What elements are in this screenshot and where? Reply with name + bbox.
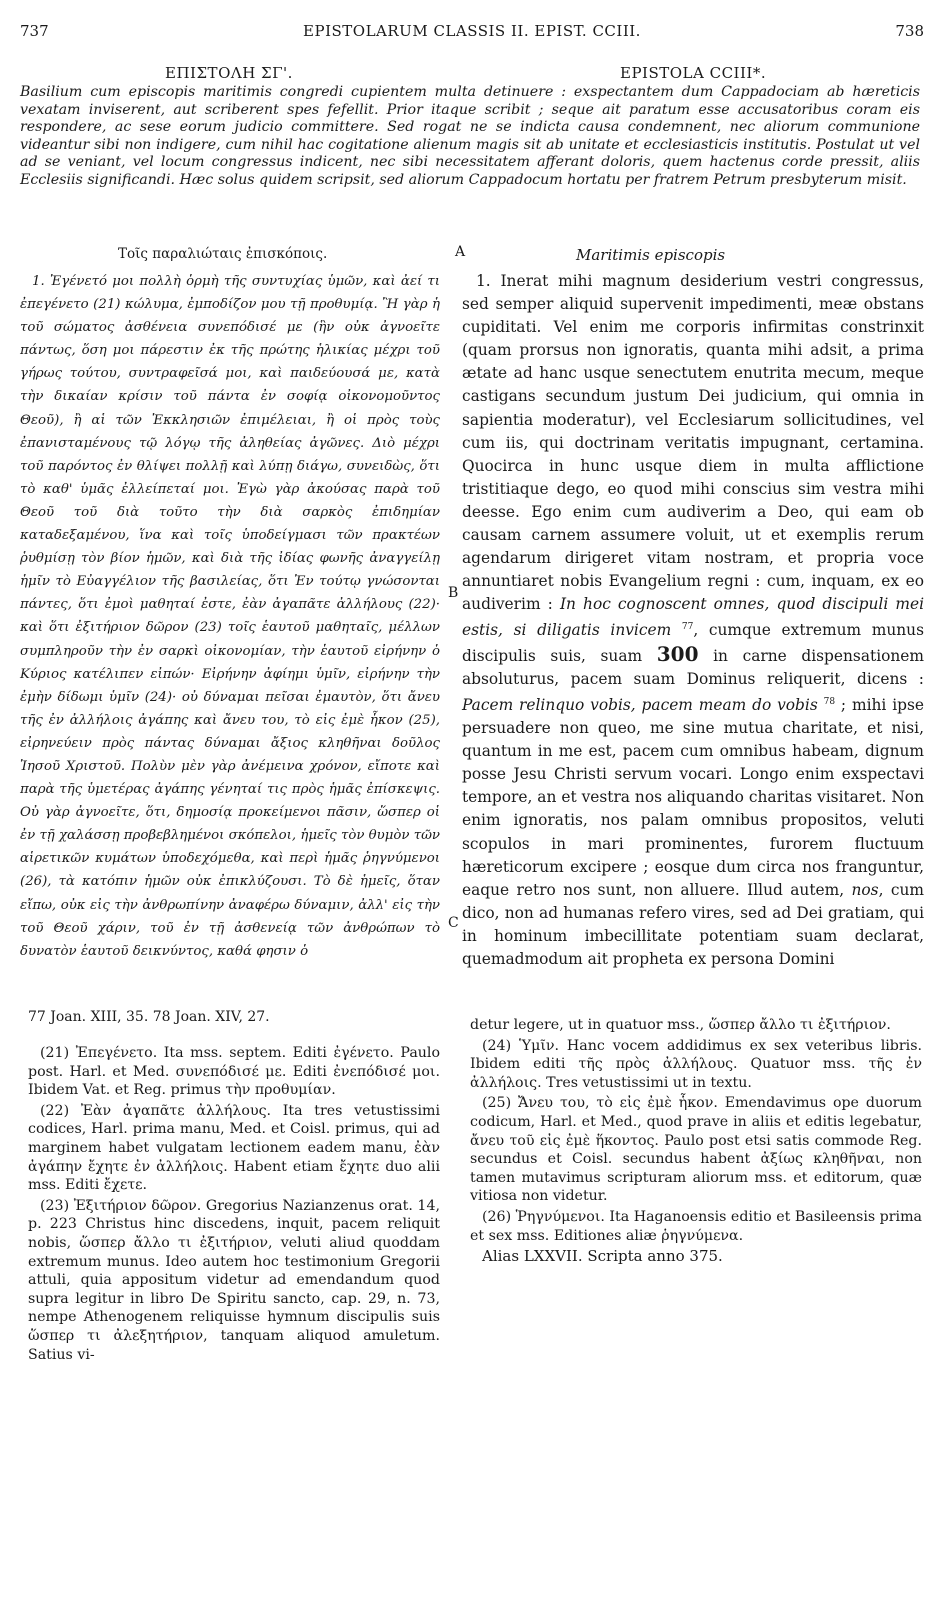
critical-note: (21) Ἐπεγένετο. Ita mss. septem. Editi ἐγένετο. Paulo post. Harl. et Med. συνεπόδισέ με. Editi ἐνεπόδισέ μοι. Ibidem Vat. et Reg. primus τὴν προθυμίαν. (28, 1045, 440, 1099)
section-marker-c: C (448, 915, 459, 931)
footnote-ref: 78 (823, 696, 836, 707)
critical-note: (25) Ἄνευ του, τὸ εἰς ἐμὲ ἧκον. Emendavimus ope duorum codicum, Harl. et Med., quod prave in aliis et editis legebatur, ἄνευ τοῦ εἰς ἐμὲ ἥκοντος. Paulo post etsi satis commode Reg. secundus et Coisl. secundus habent ἀξίως κληθῆναι, non tamen mutavimus scripturam aliorum mss. et editorum, quæ vitiosa non videtur. (470, 1095, 922, 1205)
argument-summary: Basilium cum episcopis maritimis congredi cupientem multa detinuere : exspectantem dum Cappadociam ab hæreticis vexatam inviserent, aut scriberent spes fefellit. Prior itaque scribit ; seque ait paratum esse accusatoribus coram eis respondere, ac sese eorum judicio committere. Sed rogat ne se indicta causa condemnent, nec aliorum communione videantur sibi non indigere, cum nihil hac cogitatione alienum magis sit ab unitate et ecclesiasticis institutis. Postulat ut vel ad se veniant, vel locum congressus indicent, nec sibi necessitatem afferant doloris, quem hactenus corde pressit, aliis Ecclesiis significandi. Hæc solus quidem scripsit, sed aliorum Cappadocum hortatu per fratrem Petrum presbyterum misit. (20, 84, 920, 188)
alias-date-note: Alias LXXVII. Scripta anno 375. (482, 1247, 723, 1266)
page-number-left: 737 (20, 22, 49, 40)
greek-address: Τοῖς παραλιώταις ἐπισκόποις. (118, 246, 328, 262)
greek-paragraph: 1. Ἐγένετό μοι πολλὴ ὁρμὴ τῆς συντυχίας ὑμῶν, καὶ ἀεί τι ἐπεγένετο (21) κώλυμα, ἐμποδίζον μου τῇ προθυμίᾳ. Ἢ γὰρ ἡ τοῦ σώματος ἀσθένεια συνεπόδισέ με (ἣν οὐκ ἀγνοεῖτε πάντως, ὅση μοι πάρεστιν ἐκ τῆς πρώτης ἡλικίας μέχρι τοῦ γήρως τούτου, συντραφεῖσά μοι, καὶ παιδεύουσά με, κατὰ τὴν δικαίαν κρίσιν τοῦ πάντα ἐν σοφίᾳ οἰκονομοῦντος Θεοῦ), ἢ αἱ τῶν Ἐκκλησιῶν ἐπιμέλειαι, ἢ οἱ πρὸς τοὺς ἐπανισταμένους τῷ λόγῳ τῆς ἀληθείας ἀγῶνες. Διὸ μέχρι τοῦ παρόντος ἐν θλίψει πολλῇ καὶ λύπῃ διάγω, συνειδὼς, ὅτι τὸ καθ' ὑμᾶς ἐλλείπεταί μοι. Ἐγὼ γὰρ ἀκούσας παρὰ τοῦ Θεοῦ τοῦ διὰ τοῦτο τὴν διὰ σαρκὸς ἐπιδημίαν καταδεξαμένου, ἵνα καὶ τοῖς ὑποδείγμασι τῶν πρακτέων ῥυθμίσῃ τὸν βίον ἡμῶν, καὶ διὰ τῆς ἰδίας φωνῆς ἀναγγείλῃ ἡμῖν τὸ Εὐαγγέλιον τῆς βασιλείας, ὅτι Ἐν τούτῳ γνώσονται πάντες, ὅτι ἐμοὶ μαθηταί ἐστε, ἐὰν ἀγαπᾶτε ἀλλήλους (22)· καὶ ὅτι ἐξιτήριον δῶρον (23) τοῖς ἑαυτοῦ μαθηταῖς, μέλλων συμπληροῦν τὴν ἐν σαρκὶ οἰκονομίαν, τὴν ἑαυτοῦ εἰρήνην ὁ Κύριος κατέλιπεν εἰπών· Εἰρήνην ἀφίημι ὑμῖν, εἰρήνην τὴν ἐμὴν δίδωμι ὑμῖν (24)· οὐ δύναμαι πεῖσαι ἐμαυτὸν, ὅτι ἄνευ τῆς ἐν ἀλλήλοις ἀγάπης καὶ ἄνευ του, τὸ εἰς ἐμὲ ἧκον (25), εἰρηνεύειν πρὸς πάντας δύναμαι ἄξιος κληθῆναι δοῦλος Ἰησοῦ Χριστοῦ. Πολὺν μὲν γὰρ ἀνέμεινα χρόνον, εἴποτε καὶ παρὰ τῆς ὑμετέρας ἀγάπης γένηταί τις πρὸς ἡμᾶς ἐπίσκεψις. Οὐ γὰρ ἀγνοεῖτε, ὅτι, δημοσίᾳ προκείμενοι πᾶσιν, ὥσπερ οἱ ἐν τῇ χαλάσσῃ προβεβλημένοι σκόπελοι, ἡμεῖς τὸν θυμὸν τῶν αἱρετικῶν κυμάτων ὑποδεχόμεθα, καὶ περὶ ἡμᾶς ῥηγνύμενοι (26), τὰ κατόπιν ἡμῶν οὐκ ἐπικλύζουσι. Τὸ δὲ ἡμεῖς, ὅταν εἴπω, οὐκ εἰς τὴν ἀνθρωπίνην ἀναφέρω δύναμιν, ἀλλ' εἰς τὴν τοῦ Θεοῦ χάριν, τοῦ ἐν τῇ ἀσθενείᾳ τῶν ἀνθρώπων τὸ δυνατὸν ἑαυτοῦ δεικνύντος, καθά φησιν ὁ (20, 274, 440, 959)
latin-address: Maritimis episcopis (576, 246, 726, 264)
notes-right-column (470, 1016, 922, 1268)
scripture-quote: In hoc cognoscent omnes, quod discipuli mei estis, si diligatis invicem (462, 595, 924, 640)
footnote-ref: 77 (681, 622, 694, 633)
notes-left-column (28, 1044, 440, 1366)
critical-note: (22) Ἐὰν ἀγαπᾶτε ἀλλήλους. Ita tres vetustissimi codices, Harl. prima manu, Med. et Coisl. primus, qui ad marginem habet vulgatam lectionem eadem manu, ἐὰν ἀγάπην ἔχητε ἐν ἀλλήλοις. Habent etiam ἔχητε duo alii mss. Editi ἔχετε. (28, 1102, 440, 1194)
critical-note: (24) Ὑμῖν. Hanc vocem addidimus ex sex veteribus libris. Ibidem editi τῆς πρὸς ἀλλήλους. Quatuor mss. τῆς ἐν ἀλλήλοις. Tres vetustissimi ut in textu. (470, 1037, 922, 1091)
page-number-right: 738 (895, 22, 924, 40)
greek-text-column (20, 270, 440, 963)
scripture-references: 77 Joan. XIII, 35. 78 Joan. XIV, 27. (28, 1009, 270, 1025)
latin-text-column (462, 270, 924, 971)
latin-paragraph: 1. Inerat mihi magnum desiderium vestri congressus, sed semper aliquid supervenit impedimenti, meæ obstans cupiditati. Vel enim me corporis infirmitas constrinxit (quam prorsus non ignoratis, quanta mihi adsit, a prima ætate ad hanc usque senectutem enutrita mecum, meque castigans secundum justum Dei judicium, qui omnia in sapientia moderatur), vel Ecclesiarum sollicitudines, vel cum iis, qui doctrinam veritatis impugnant, certamina. Quocirca in hunc usque diem in multa afflictione tristitiaque dego, eo quod mihi conscius sim vestra mihi deesse. Ego enim cum audiverim a Deo, qui eam ob causam carnem assumere voluit, ut et exemplis rerum agendarum dirigeret vitam nostram, et propria voce annuntiaret nobis Evangelium regni : cum, inquam, ex eo audiverim : In hoc cognoscent omnes, quod discipuli mei estis, si diligatis invicem $^{77}$, cumque extremum munus discipulis suis, suam 300 in carne dispensationem absoluturus, pacem suam Dominus reliquerit, dicens : Pacem relinquo vobis, pacem meam do vobis $^{78}$ ; mihi ipse persuadere non queo, me sine mutua charitate, et nisi, quantum in me est, pacem cum omnibus habeam, dignum posse Jesu Christi servum vocari. Longo enim exspectavi tempore, an et vestra nos aliquando charitas visitaret. Non enim ignoratis, nos palam omnibus propositos, veluti scopulos in mari prominentes, furorem fluctuum hæreticorum excipere ; eosque dum circa nos franguntur, eaque retro nos sunt, non alluere. Illud autem, nos, cum dico, non ad humanas refero vires, sed ad Dei gratiam, qui in hominum imbecillitate potentiam suam declarat, quemadmodum ait propheta ex persona Domini (462, 272, 924, 968)
running-title: EPISTOLARUM CLASSIS II. EPIST. CCIII. (303, 22, 641, 40)
latin-epistle-title: EPISTOLA CCIII*. (620, 64, 767, 82)
critical-note-continued: detur legere, ut in quatuor mss., ὥσπερ ἄλλο τι ἐξιτήριον. (470, 1017, 891, 1033)
scripture-quote: Pacem relinquo vobis, pacem meam do vobis (462, 695, 818, 714)
greek-epistle-title: ΕΠΙΣΤΟΛΗ ΣΓ'. (165, 64, 293, 82)
critical-note: (26) Ῥηγνύμενοι. Ita Haganoensis editio et Basileensis prima et sex mss. Editiones aliæ ῥηγνύμενα. (470, 1208, 922, 1244)
section-marker-a: A (455, 244, 466, 260)
column-number: 300 (656, 641, 699, 666)
running-header (20, 22, 924, 48)
section-marker-b: B (448, 585, 459, 601)
critical-note: (23) Ἐξιτήριον δῶρον. Gregorius Nazianzenus orat. 14, p. 223 Christus hinc discedens, inquit, pacem reliquit nobis, ὥσπερ ἄλλο τι ἐξιτήριον, veluti aliud quoddam extremum munus. Ideo autem hoc testimonium Gregorii attuli, quia appositum videtur ad emendandum quod supra legitur in libro De Spiritu sancto, cap. 29, n. 73, nempe Athenogenem reliquisse hymnum discipulis suis ὥσπερ τι ἀλεξητήριον, tanquam aliquod amuletum. Satius vi- (28, 1197, 440, 1363)
